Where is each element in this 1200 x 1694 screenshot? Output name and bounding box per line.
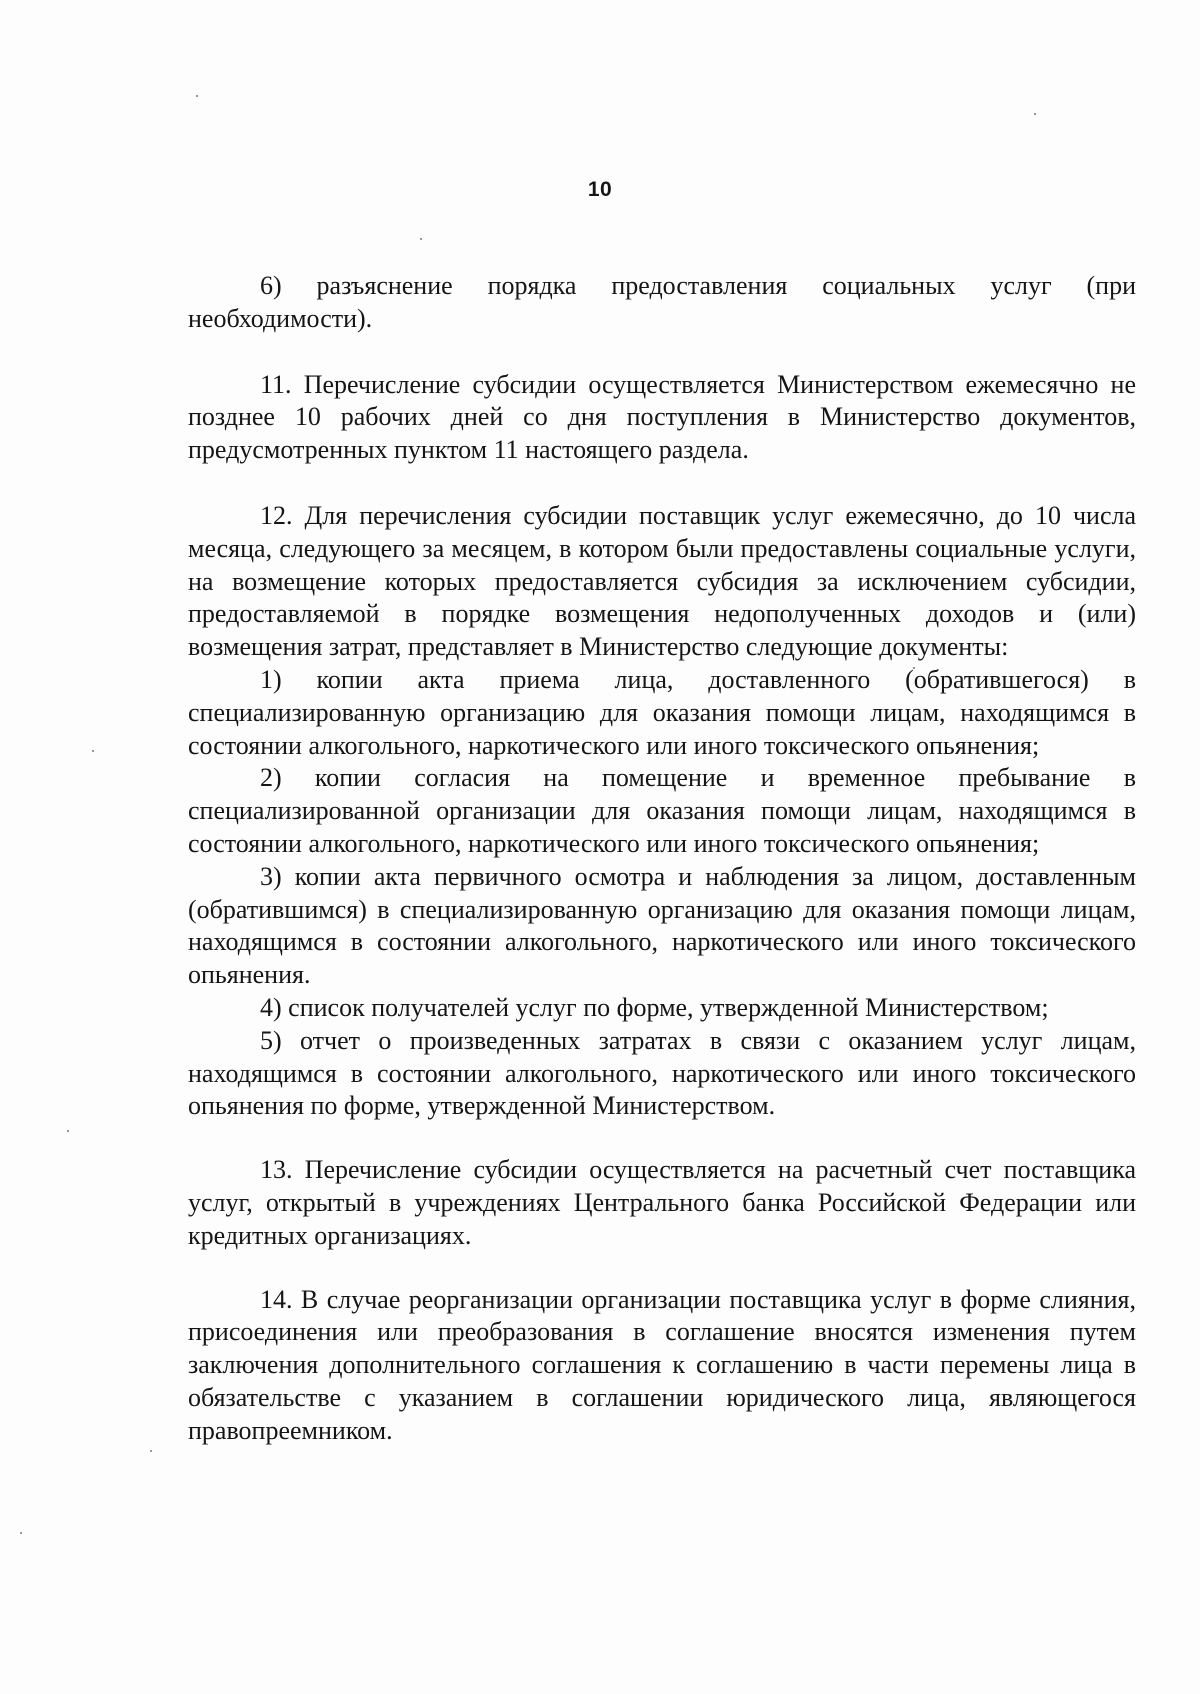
clause-12-item-5: 5) отчет о произведенных затратах в связи с оказанием услуг лицам, находящимся в состоянии алкогольного, наркотического или иного токсического опьянения по форме, утвержденной Министерством. — [188, 1025, 1136, 1121]
clause-12: 12. Для перечисления субсидии поставщик услуг ежемесячно, до 10 числа месяца, следующего за месяцем, в котором были предоставлены социальные услуги, на возмещение которых предоставляется субсидия за исключением субсидии, предоставляемой в порядке возмещения недополученных доходов и (или) возмещения затрат, представляет в Министерство следующие документы: — [188, 500, 1136, 662]
clause-12-item-1: 1) копии акта приема лица, доставленного (обратившегося) в специализированную организацию для оказания помощи лицам, находящимся в состоянии алкогольного, наркотического или иного токсического опьянения; — [188, 664, 1136, 760]
scan-speck — [92, 750, 94, 752]
scan-speck — [196, 95, 198, 97]
scan-speck — [1034, 113, 1036, 115]
scan-speck — [67, 1130, 69, 1132]
list-item-6: 6) разъяснение порядка предоставления социальных услуг (при необходимости). — [188, 271, 1136, 333]
clause-11: 11. Перечисление субсидии осуществляется Министерством ежемесячно не позднее 10 рабочих дней со дня поступления в Министерство документов, предусмотренных пунктом 11 настоящего раздела. — [188, 369, 1136, 465]
scan-speck — [420, 238, 422, 240]
scan-speck — [150, 1450, 152, 1452]
clause-14: 14. В случае реорганизации организации поставщика услуг в форме слияния, присоединения или преобразования в соглашение вносятся изменения путем заключения дополнительного соглашения к соглашению в части перемены лица в обязательстве с указанием в соглашении юридического лица, являющегося правопреемником. — [188, 1284, 1136, 1445]
page-number: 10 — [587, 178, 613, 201]
clause-12-item-4: 4) список получателей услуг по форме, утвержденной Министерством; — [260, 992, 1049, 1022]
scan-speck — [20, 1532, 22, 1534]
clause-12-item-3: 3) копии акта первичного осмотра и наблюдения за лицом, доставленным (обратившимся) в специализированную организацию для оказания помощи лицам, находящимся в состоянии алкогольного, наркотического или иного токсического опьянения. — [188, 861, 1136, 990]
document-body — [188, 270, 1136, 1448]
clause-13: 13. Перечисление субсидии осуществляется на расчетный счет поставщика услуг, открытый в учреждениях Центрального банка Российской Федерации или кредитных организациях. — [188, 1155, 1136, 1250]
clause-12-item-2: 2) копии согласия на помещение и временное пребывание в специализированной организации для оказания помощи лицам, находящимся в состоянии алкогольного, наркотического или иного токсического опьянения; — [188, 763, 1136, 858]
